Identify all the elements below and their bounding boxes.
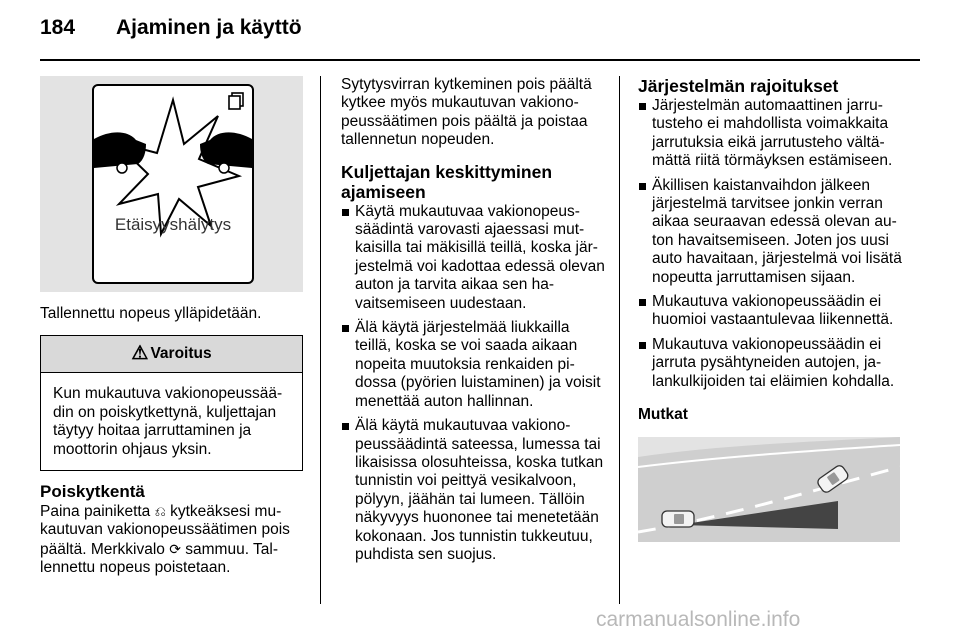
section-title-deactivation: Poiskytkentä	[40, 482, 145, 502]
section-title-limitations: Järjestelmän rajoitukset	[638, 76, 839, 96]
column-divider-2	[619, 76, 620, 604]
column-3	[638, 76, 903, 542]
column-2	[341, 76, 608, 570]
column-divider-1	[320, 76, 321, 604]
list-item: Mukautuva vakionopeussäädin ei jarruta pysähtyneiden autojen, jalankulkijoiden tai eläimien kohdalla.	[638, 336, 903, 391]
list-item: Mukautuva vakionopeussäädin ei huomioi vastaantulevaa liikennettä.	[638, 293, 903, 330]
distance-alert-label: Etäisyyshälytys	[114, 215, 232, 234]
driver-attention-list	[341, 203, 608, 565]
page-header	[0, 0, 960, 64]
column-1	[40, 76, 303, 578]
list-item: Älä käytä mukautuvaa vakionopeussäädintä sateessa, lumessa tai likaisissa olosuhteissa, koska tutkan tunnistin voi peittyä vesikalvoon, pölyyn, jäähän tai lumeen. Tällöin näkyvyys huononee tai menetetään kokonaan. Jos tunnistin tukkeutuu, puhdista sen suojus.	[341, 417, 608, 564]
deactivation-text: Paina painiketta ⎌ kytkeäksesi mukautuvan vakionopeussäätimen pois päältä. Merkkivalo ⟳ sammuu. Tallennettu nopeus poistetaan.	[40, 503, 290, 577]
distance-alert-figure	[40, 76, 303, 292]
warning-triangle-icon: ⚠	[131, 343, 149, 365]
limitations-list	[638, 97, 903, 391]
header-rule	[40, 59, 920, 61]
warning-title: Varoitus	[150, 345, 212, 363]
chapter-title: Ajaminen ja käyttö	[116, 16, 302, 39]
list-item: Älä käytä järjestelmää liukkailla teillä, koska se voi saada aikaan nopeita muutoksia renkaiden pidossa (pyörien luistaminen) ja voisit menettää auton hallinnan.	[341, 319, 608, 411]
watermark: carmanualsonline.info	[596, 608, 801, 631]
curve-road-illustration	[638, 437, 900, 542]
warning-box	[40, 335, 303, 471]
curve-illustration	[638, 437, 900, 542]
indicator-light-icon: ⟳	[169, 540, 181, 557]
list-item: Järjestelmän automaattinen jarrutusteho ei mahdollista voimakkaita jarrutuksia eikä jarrutusteho vältämättä riitä törmäyksen estämiseen.	[638, 97, 903, 171]
ignition-off-text: Sytytysvirran kytkeminen pois päältä kytkee myös mukautuvan vakionopeussäätimen pois päältä ja poistaa tallennetun nopeuden.	[341, 76, 592, 149]
warning-text: Kun mukautuva vakionopeussäädin on poiskytkettynä, kuljettajan täytyy hoitaa jarruttaminen ja moottorin ohjaus yksin.	[53, 385, 283, 458]
subsection-title-curves: Mutkat	[638, 406, 688, 424]
figure-caption: Tallennettu nopeus ylläpidetään.	[40, 305, 262, 322]
list-item: Käytä mukautuvaa vakionopeussäädintä varovasti ajaessasi mutkaisilla tai mäkisillä teillä, koska järjestelmä voi kadottaa edessä olevan auton ja tarvita aikaa sen havaitsemiseen uudestaan.	[341, 203, 608, 313]
warning-header	[41, 336, 302, 373]
cruise-control-button-icon: ⎌	[154, 503, 166, 520]
page-number: 184	[40, 16, 76, 39]
own-car-icon	[662, 511, 694, 527]
section-title-driver-attention: Kuljettajan keskittyminen ajamiseen	[341, 161, 553, 202]
list-item: Äkillisen kaistanvaihdon jälkeen järjestelmä tarvitsee jonkin verran aikaa seuraavan edessä olevan auton havaitsemiseen. Joten jos uusi auto havaitaan, järjestelmä voi lisätä nopeutta jarruttamisen sijaan.	[638, 177, 903, 287]
collision-warning-illustration	[40, 76, 303, 292]
